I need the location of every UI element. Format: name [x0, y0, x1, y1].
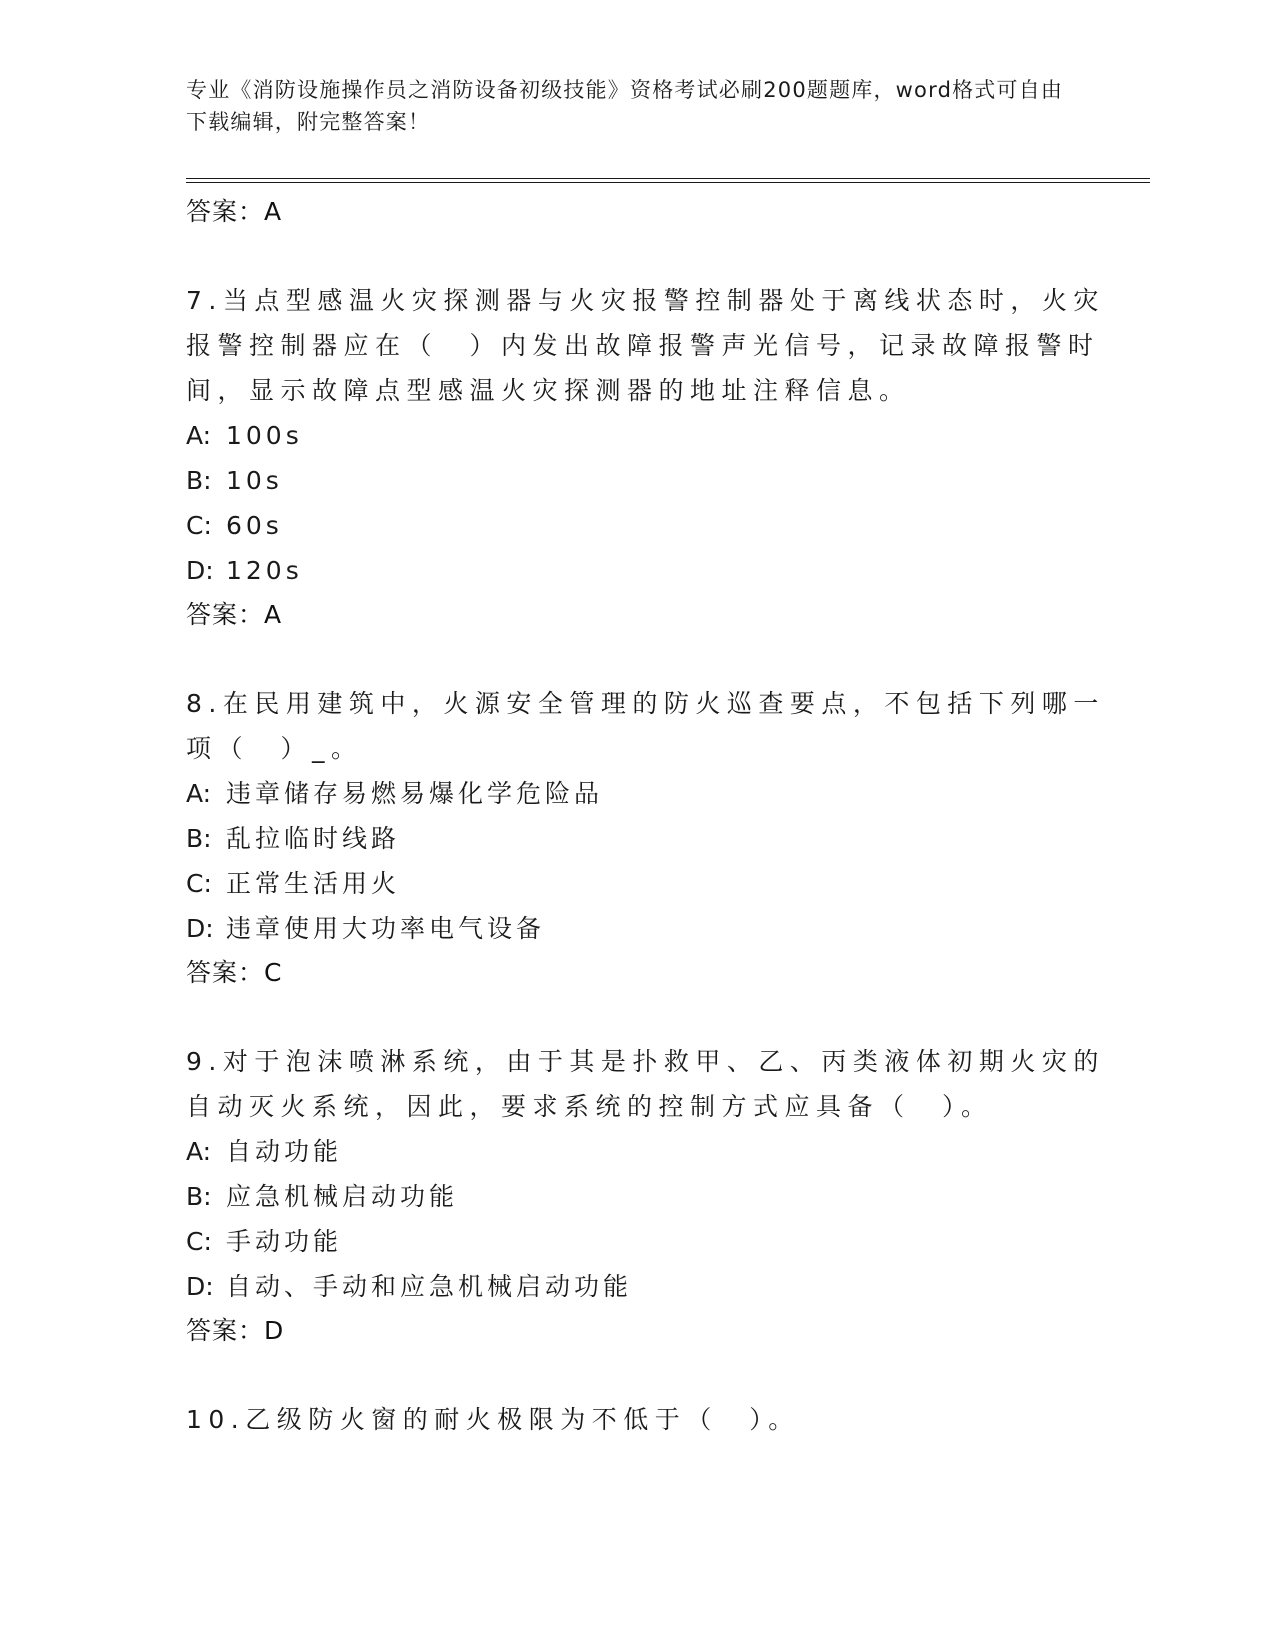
option-text: 正常生活用火: [226, 869, 401, 898]
question-text: 8.在民用建筑中，火源安全管理的防火巡查要点，不包括下列哪一项（ ）_。: [186, 689, 1105, 763]
question-text: 7.当点型感温火灾探测器与火灾报警控制器处于离线状态时，火灾报警控制器应在（ ）内发出故障报警声光信号，记录故障报警时间，显示故障点型感温火灾探测器的地址注释信息。: [186, 286, 1105, 405]
option-letter: B:: [186, 1182, 212, 1211]
option-text: 自动功能: [226, 1137, 343, 1166]
option-letter: D:: [186, 914, 214, 943]
question-block: [186, 681, 1106, 995]
option-letter: A:: [186, 779, 212, 808]
question-text: 9.对于泡沫喷淋系统，由于其是扑救甲、乙、丙类液体初期火灾的自动灭火系统，因此，要求系统的控制方式应具备（ ）。: [186, 1047, 1105, 1121]
question-block: [186, 278, 1106, 637]
option-letter: B:: [186, 466, 212, 495]
option-letter: B:: [186, 824, 212, 853]
option-text: 手动功能: [226, 1227, 343, 1256]
option-letter: C:: [186, 1227, 212, 1256]
option-b: [186, 458, 1106, 503]
option-a: [186, 413, 1106, 458]
option-letter: A:: [186, 421, 212, 450]
option-a: [186, 1129, 1106, 1174]
option-b: [186, 1174, 1106, 1219]
option-text: 乱拉临时线路: [226, 824, 401, 853]
option-text: 100s: [226, 421, 303, 450]
option-letter: D:: [186, 1272, 214, 1301]
option-text: 违章储存易燃易爆化学危险品: [226, 779, 604, 808]
answer-line: 答案：A: [186, 600, 283, 629]
option-d: [186, 906, 1106, 951]
option-letter: C:: [186, 869, 212, 898]
page-header: 专业《消防设施操作员之消防设备初级技能》资格考试必刷200题题库，word格式可自由下载编辑，附完整答案！: [186, 78, 1064, 134]
option-c: [186, 861, 1106, 906]
question-block: [186, 1039, 1106, 1353]
option-c: [186, 503, 1106, 548]
option-text: 10s: [226, 466, 283, 495]
question-block: [186, 1397, 1106, 1442]
option-text: 违章使用大功率电气设备: [226, 914, 546, 943]
option-letter: D:: [186, 556, 214, 585]
answer-line: 答案：C: [186, 958, 283, 987]
option-d: [186, 1264, 1106, 1309]
option-text: 自动、手动和应急机械启动功能: [226, 1272, 633, 1301]
option-text: 120s: [226, 556, 303, 585]
option-letter: C:: [186, 511, 212, 540]
document-body: [186, 190, 1106, 1442]
header-rule: [186, 178, 1150, 183]
option-text: 60s: [226, 511, 283, 540]
question-text: 10.乙级防火窗的耐火极限为不低于（ ）。: [186, 1405, 800, 1434]
option-text: 应急机械启动功能: [226, 1182, 459, 1211]
option-a: [186, 771, 1106, 816]
option-b: [186, 816, 1106, 861]
option-letter: A:: [186, 1137, 212, 1166]
answer-line: 答案：A: [186, 197, 283, 226]
option-d: [186, 548, 1106, 593]
answer-line: 答案：D: [186, 1316, 285, 1345]
option-c: [186, 1219, 1106, 1264]
